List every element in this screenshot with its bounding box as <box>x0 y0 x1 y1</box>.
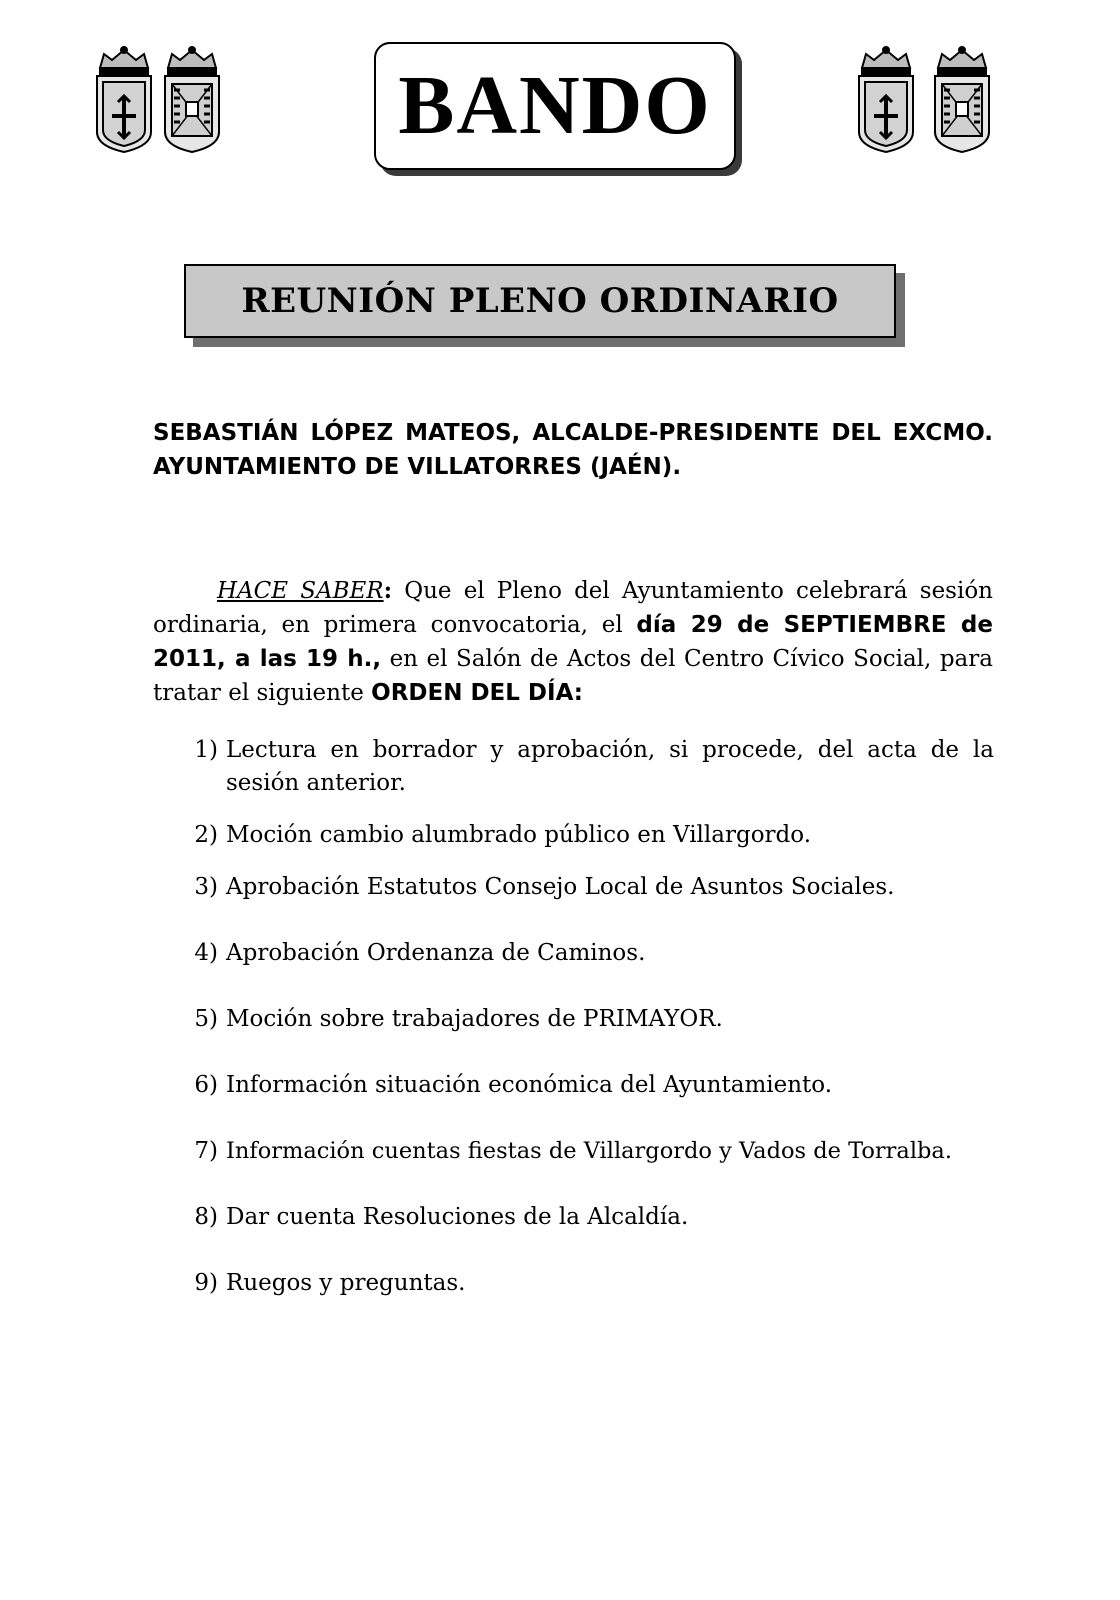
agenda-number: 1) <box>194 737 218 763</box>
agenda-number: 7) <box>194 1138 218 1164</box>
agenda-item <box>180 937 994 970</box>
municipal-crests-right <box>856 46 1000 154</box>
agenda-item <box>180 1201 994 1234</box>
agenda-text: Dar cuenta Resoluciones de la Alcaldía. <box>226 1204 689 1230</box>
agenda-text: Información situación económica del Ayuntamiento. <box>226 1072 833 1098</box>
agenda-number: 4) <box>194 940 218 966</box>
agenda-number: 2) <box>194 822 218 848</box>
agenda-item <box>180 1267 994 1300</box>
agenda-number: 3) <box>194 874 218 900</box>
proclamation-text-1: Que el Pleno del Ayuntamiento celebrará sesión ordinaria, en primera convocatoria, el <box>153 578 993 638</box>
agenda-number: 8) <box>194 1204 218 1230</box>
proclamation-paragraph <box>153 574 993 710</box>
document-title: BANDO <box>398 59 712 152</box>
agenda-text: Aprobación Ordenanza de Caminos. <box>226 940 646 966</box>
agenda-label: ORDEN DEL DÍA: <box>371 680 584 706</box>
agenda-item <box>180 1135 994 1168</box>
agenda-item <box>180 819 994 852</box>
agenda-text: Moción cambio alumbrado público en Villargordo. <box>226 822 812 848</box>
agenda-text: Lectura en borrador y aprobación, si procede, del acta de la sesión anterior. <box>226 737 994 796</box>
authority-heading: SEBASTIÁN LÓPEZ MATEOS, ALCALDE-PRESIDENTE DEL EXCMO. AYUNTAMIENTO DE VILLATORRES (JAÉN). <box>153 420 993 480</box>
coat-of-arms-icon <box>94 46 226 154</box>
subject-title: REUNIÓN PLENO ORDINARIO <box>241 281 839 321</box>
agenda-text: Ruegos y preguntas. <box>226 1270 466 1296</box>
agenda-item <box>180 871 994 904</box>
bando-title-box <box>374 42 736 170</box>
agenda-number: 9) <box>194 1270 218 1296</box>
coat-of-arms-icon <box>856 46 1000 154</box>
meeting-date: día 29 de SEPTIEMBRE de 2011, a las 19 h., <box>153 612 993 672</box>
agenda-number: 6) <box>194 1072 218 1098</box>
agenda-text: Aprobación Estatutos Consejo Local de Asuntos Sociales. <box>226 874 895 900</box>
proclamation-text-2: en el Salón de Actos del Centro Cívico Social, para tratar el siguiente <box>153 646 993 706</box>
agenda-item <box>180 1069 994 1102</box>
agenda-item <box>180 734 994 800</box>
hace-saber-colon: : <box>383 577 393 604</box>
municipal-crests-left <box>94 46 226 154</box>
agenda-text: Información cuentas fiestas de Villargordo y Vados de Torralba. <box>226 1138 952 1164</box>
subject-box <box>184 264 896 338</box>
hace-saber-label: HACE SABER <box>217 578 384 604</box>
agenda-text: Moción sobre trabajadores de PRIMAYOR. <box>226 1006 723 1032</box>
agenda-item <box>180 1003 994 1036</box>
agenda-number: 5) <box>194 1006 218 1032</box>
